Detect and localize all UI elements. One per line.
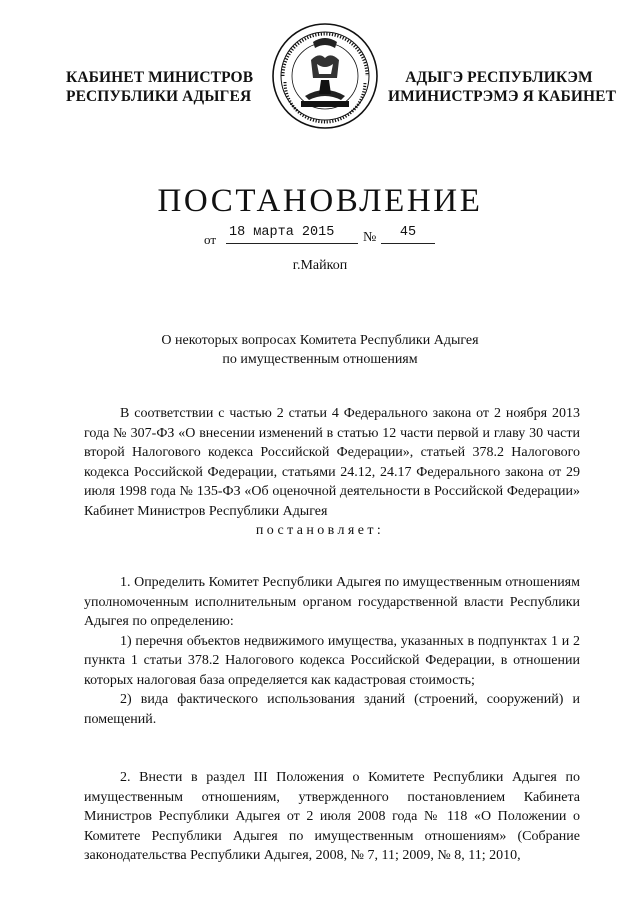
issuer-name-russian-line1: КАБИНЕТ МИНИСТРОВ xyxy=(66,69,254,86)
item-2-paragraph: 2. Внести в раздел III Положения о Комитете Республики Адыгея по имущественным отношениям, утвержденного постановлением Кабинета Министров Республики Адыгея от 2 июля 2008 года № 118 «О Положении о Комитете Республики Адыгея по имущественным отношениям» (Собрание законодательства Республики Адыгея, 2008, № 7, 11; 2009, № 8, 11; 2010, xyxy=(84,770,580,863)
document-title: ПОСТАНОВЛЕНИЕ xyxy=(157,183,483,219)
date-prefix: от xyxy=(204,232,217,247)
issuer-name-adyghe-line2: ИМИНИСТРЭМЭ Я КАБИНЕТ xyxy=(388,88,617,105)
item-1-block xyxy=(84,573,580,729)
document-number: 45 xyxy=(381,225,435,244)
document-subject xyxy=(0,331,640,369)
coat-of-arms-icon xyxy=(271,22,379,130)
issuer-name-adyghe xyxy=(388,68,617,106)
document-date: 18 марта 2015 xyxy=(226,225,358,244)
subject-line2: по имущественным отношениям xyxy=(222,352,418,367)
subject-line1: О некоторых вопросах Комитета Республики Адыгея xyxy=(161,333,479,348)
issuer-name-adyghe-line1: АДЫГЭ РЕСПУБЛИКЭМ xyxy=(405,69,593,86)
issuer-name-russian-line2: РЕСПУБЛИКИ АДЫГЕЯ xyxy=(66,88,252,105)
decree-word: постановляет: xyxy=(255,523,385,538)
item-1-subitem-1: 1) перечня объектов недвижимого имущества, указанных в подпунктах 1 и 2 пункта 1 статьи 378.2 Налогового кодекса Российской Федерации, в отношении которых налоговая база определяется как кадастровая стоимость; xyxy=(84,633,580,688)
item-1-subitem-2: 2) вида фактического использования зданий (строений, сооружений) и помещений. xyxy=(84,692,580,727)
number-label: № xyxy=(363,230,377,245)
issuer-name-russian xyxy=(66,68,254,106)
preamble-paragraph: В соответствии с частью 2 статьи 4 Федерального закона от 2 ноября 2013 года № 307-ФЗ «О внесении изменений в статью 12 части первой и главу 30 части второй Налогового кодекса Российской Федерации», статьей 378.2 Налогового кодекса Российской Федерации, статьями 24.12, 24.17 Федерального закона от 29 июля 1998 года № 135-ФЗ «Об оценочной деятельности в Российской Федерации» Кабинет Министров Республики Адыгея xyxy=(84,406,580,519)
city: г.Майкоп xyxy=(292,258,348,273)
date-number-line xyxy=(0,222,640,246)
item-1-paragraph: 1. Определить Комитет Республики Адыгея по имущественным отношениям уполномоченным исполнительным органом государственной власти Республики Адыгея по определению: xyxy=(84,575,580,629)
